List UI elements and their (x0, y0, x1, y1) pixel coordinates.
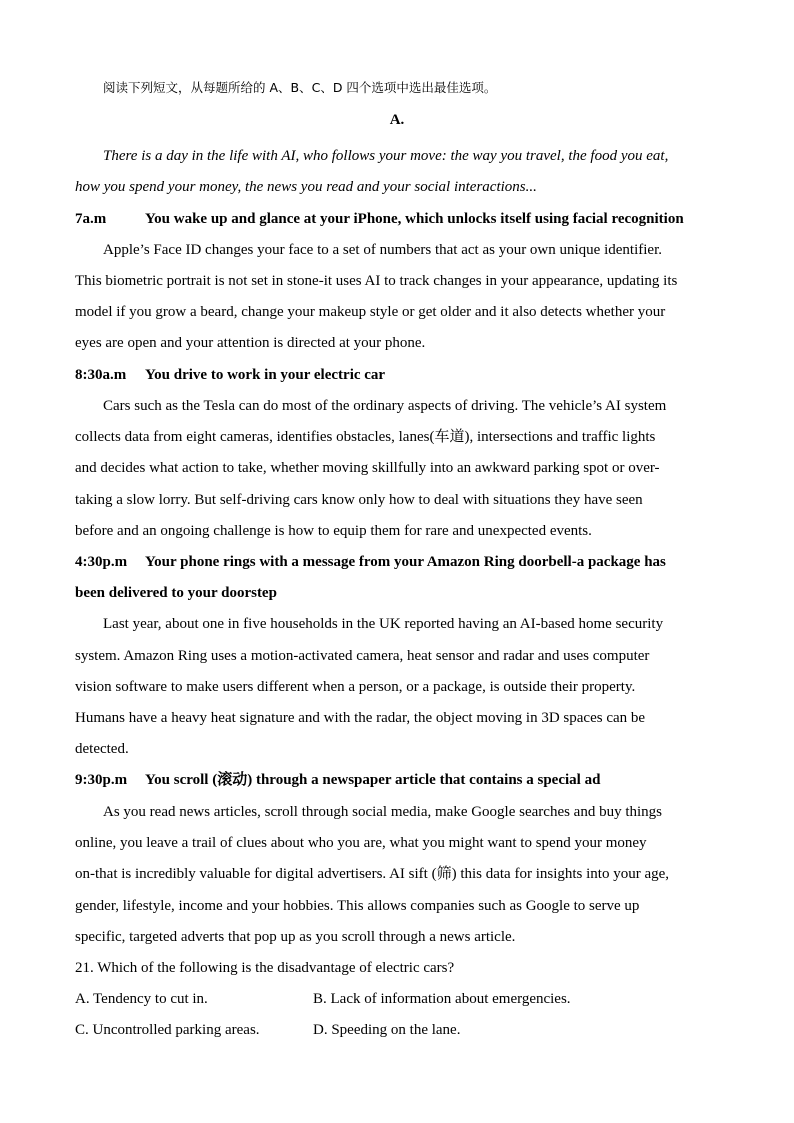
paragraph-line: online, you leave a trail of clues about who you are, what you might want to spend your money (75, 835, 647, 851)
question-stem: 21. Which of the following is the disadvantage of electric cars? (75, 960, 455, 976)
intro-line: There is a day in the life with AI, who follows your move: the way you travel, the food you eat, (103, 148, 669, 164)
option-b[interactable]: B. Lack of information about emergencies. (313, 991, 571, 1007)
paragraph-line: As you read news articles, scroll through social media, make Google searches and buy things (103, 804, 663, 820)
entry-heading-text: You wake up and glance at your iPhone, which unlocks itself using facial recognition (145, 211, 684, 227)
entry-heading (75, 552, 725, 572)
paragraph-line: Last year, about one in five households in the UK reported having an AI-based home security (103, 616, 664, 632)
option-d[interactable]: D. Speeding on the lane. (313, 1022, 461, 1038)
entry-time: 8:30a.m (75, 367, 127, 383)
paragraph-line: gender, lifestyle, income and your hobbies. This allows companies such as Google to serve up (75, 898, 640, 914)
paragraph-line: system. Amazon Ring uses a motion-activated camera, heat sensor and radar and uses computer (75, 648, 650, 664)
options-row (75, 989, 725, 1009)
entry-time: 4:30p.m (75, 554, 128, 570)
intro-line: how you spend your money, the news you read and your social interactions... (75, 179, 537, 195)
option-a[interactable]: A. Tendency to cut in. (75, 991, 208, 1007)
entry-heading (75, 770, 725, 790)
paragraph-line: specific, targeted adverts that pop up as you scroll through a news article. (75, 929, 516, 945)
paragraph-line: Apple’s Face ID changes your face to a set of numbers that act as your own unique identifier. (103, 242, 662, 258)
entry-heading (75, 365, 725, 385)
section-title: A. (389, 112, 405, 128)
paragraph-line: Humans have a heavy heat signature and with the radar, the object moving in 3D spaces can be (75, 710, 646, 726)
entry-heading-text: You drive to work in your electric car (145, 367, 386, 383)
paragraph-line: This biometric portrait is not set in stone-it uses AI to track changes in your appearance, updating its (75, 273, 678, 289)
option-c[interactable]: C. Uncontrolled parking areas. (75, 1022, 260, 1038)
entry-heading (75, 209, 725, 229)
paragraph-line: model if you grow a beard, change your makeup style or get older and it also detects whether your (75, 304, 666, 320)
entry-heading-text: Your phone rings with a message from your Amazon Ring doorbell-a package has (145, 554, 666, 570)
paragraph-line: eyes are open and your attention is directed at your phone. (75, 335, 426, 351)
paragraph-line: on-that is incredibly valuable for digital advertisers. AI sift (筛) this data for insights into your age, (75, 866, 670, 882)
entry-heading-text: You scroll (滚动) through a newspaper article that contains a special ad (145, 772, 601, 788)
paragraph-line: before and an ongoing challenge is how to equip them for rare and unexpected events. (75, 523, 592, 539)
paragraph-line: Cars such as the Tesla can do most of the ordinary aspects of driving. The vehicle’s AI system (103, 398, 667, 414)
paragraph-line: taking a slow lorry. But self-driving cars know only how to deal with situations they have seen (75, 492, 643, 508)
paragraph-line: collects data from eight cameras, identifies obstacles, lanes(车道), intersections and traffic lights (75, 429, 656, 445)
paragraph-line: and decides what action to take, whether moving skillfully into an awkward parking spot or over- (75, 460, 660, 476)
paragraph-line: vision software to make users different when a person, or a package, is outside their property. (75, 679, 636, 695)
entry-time: 7a.m (75, 211, 107, 227)
entry-time: 9:30p.m (75, 772, 128, 788)
options-row (75, 1020, 725, 1040)
instruction: 阅读下列短文，从每题所给的 A、B、C、D 四个选项中选出最佳选项。 (103, 80, 497, 95)
paragraph-line: detected. (75, 741, 129, 757)
entry-heading-continued: been delivered to your doorstep (75, 585, 277, 601)
